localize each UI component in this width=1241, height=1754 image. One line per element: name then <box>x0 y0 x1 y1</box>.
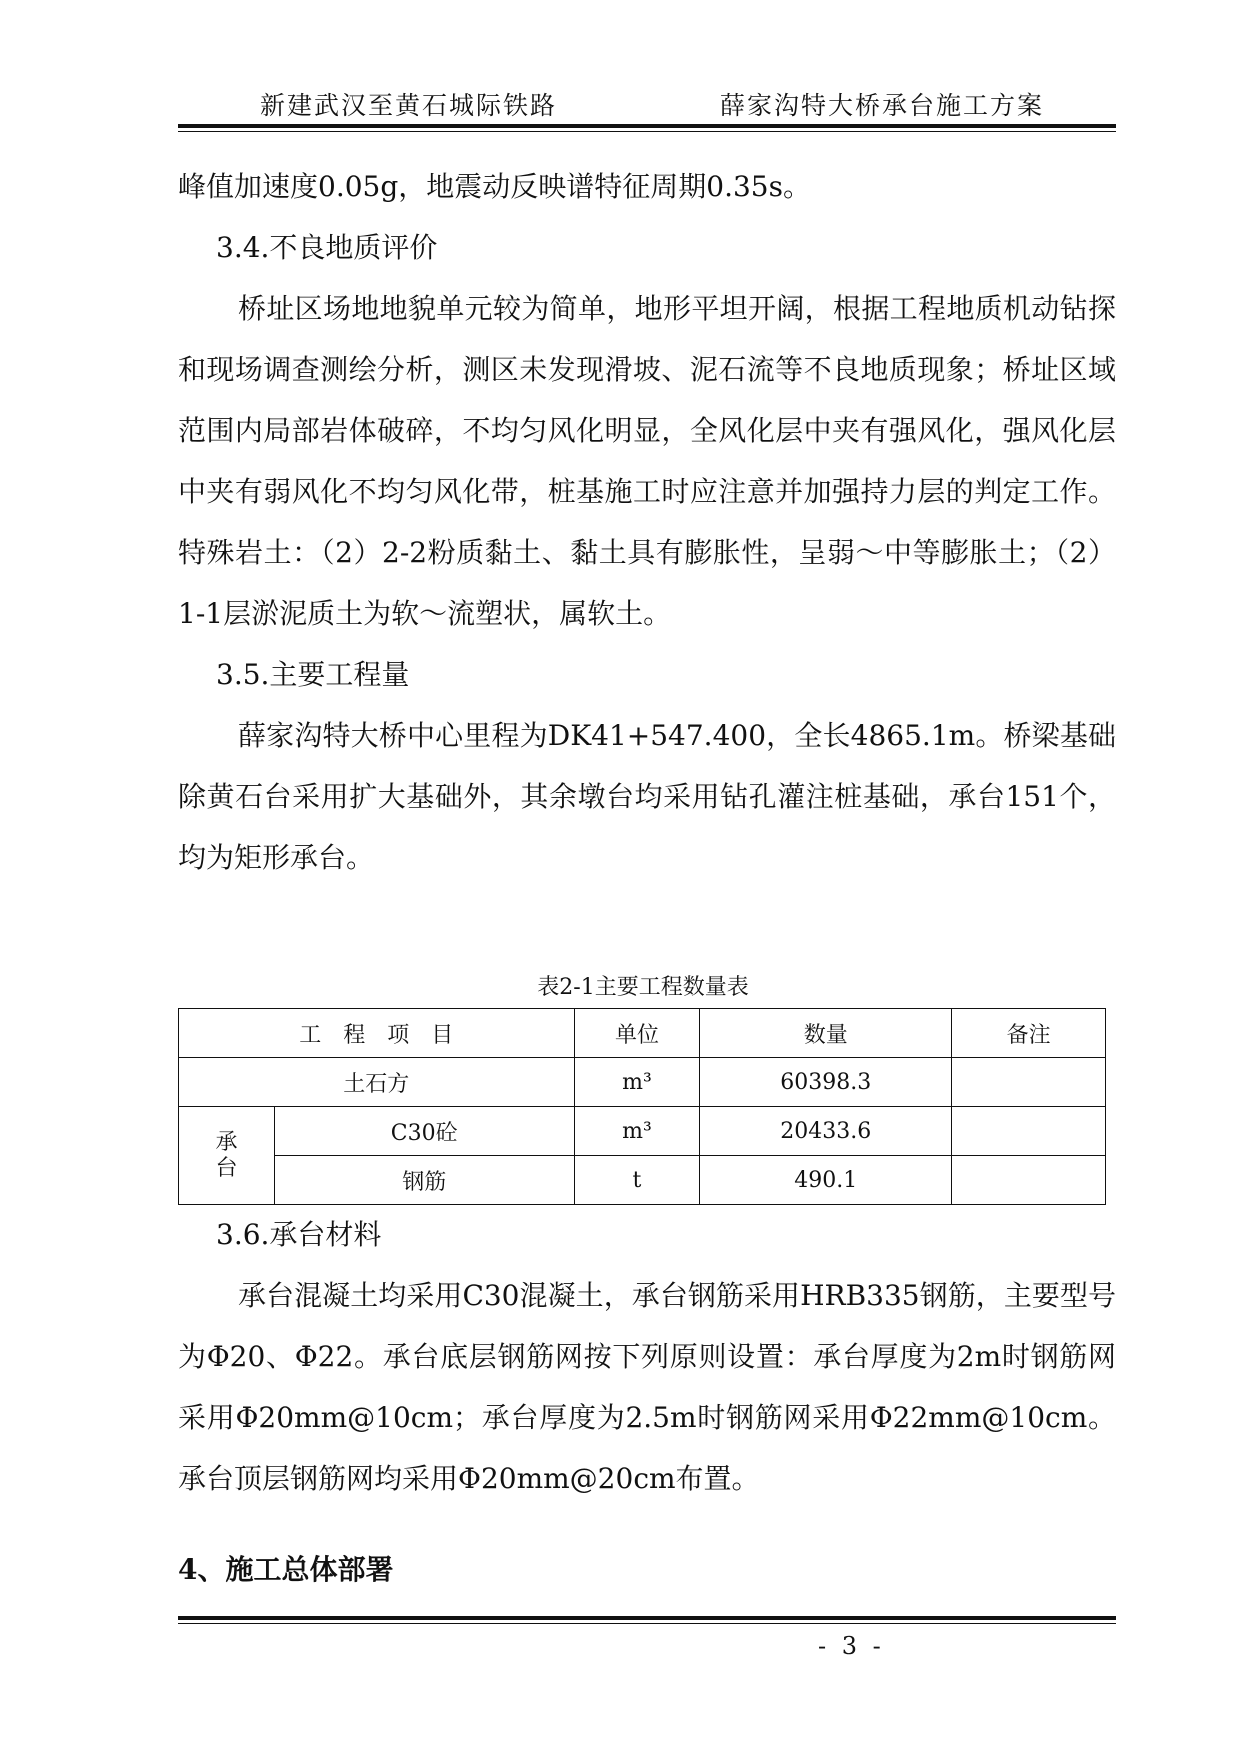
cell-item: C30砼 <box>274 1107 574 1156</box>
table-row <box>179 1058 1106 1107</box>
header-note: 备注 <box>952 1009 1106 1058</box>
header-document-title: 薛家沟特大桥承台施工方案 <box>719 91 1044 120</box>
table-row <box>179 1156 1106 1205</box>
page-header <box>178 86 1116 122</box>
cell-note <box>952 1156 1106 1205</box>
footer-rule <box>178 1616 1116 1620</box>
header-project-title: 新建武汉至黄石城际铁路 <box>260 91 558 120</box>
cell-quantity: 20433.6 <box>700 1107 952 1156</box>
heading-section-4: 4、施工总体部署 <box>178 1553 394 1586</box>
quantity-table <box>178 1008 1106 1205</box>
paragraph-quantities: 薛家沟特大桥中心里程为DK41+547.400，全长4865.1m。桥梁基础除黄石台采用扩大基础外，其余墩台均采用钻孔灌注桩基础，承台151个，均为矩形承台。 <box>178 719 1116 874</box>
cell-item: 钢筋 <box>274 1156 574 1205</box>
material-section <box>178 1204 1116 1509</box>
table-caption: 表2-1主要工程数量表 <box>537 975 749 1000</box>
group-label-text: 承台 <box>215 1129 238 1181</box>
cell-quantity: 490.1 <box>700 1156 952 1205</box>
table-row <box>179 1107 1106 1156</box>
header-quantity: 数量 <box>700 1009 952 1058</box>
cell-unit: m³ <box>574 1107 700 1156</box>
table-header-row <box>179 1009 1106 1058</box>
heading-3-6: 3.6.承台材料 <box>216 1218 382 1251</box>
cell-note <box>952 1058 1106 1107</box>
quantity-table-block <box>178 968 1108 1205</box>
cell-note <box>952 1107 1106 1156</box>
heading-3-4: 3.4.不良地质评价 <box>216 231 438 264</box>
main-text <box>178 156 1116 888</box>
cell-unit: t <box>574 1156 700 1205</box>
footer-rule-thin <box>178 1623 1116 1624</box>
cell-group-label <box>179 1107 275 1205</box>
page-number: - 3 - <box>818 1632 885 1660</box>
cell-quantity: 60398.3 <box>700 1058 952 1107</box>
header-rule <box>178 124 1116 128</box>
paragraph-seismic: 峰值加速度0.05g，地震动反映谱特征周期0.35s。 <box>178 170 811 203</box>
header-rule-thin <box>178 131 1116 132</box>
heading-3-5: 3.5.主要工程量 <box>216 658 410 691</box>
header-item: 工 程 项 目 <box>179 1009 575 1058</box>
header-unit: 单位 <box>574 1009 700 1058</box>
paragraph-materials: 承台混凝土均采用C30混凝土，承台钢筋采用HRB335钢筋，主要型号为Φ20、Φ22。承台底层钢筋网按下列原则设置：承台厚度为2m时钢筋网采用Φ20mm@10cm；承台厚度为2.5m时钢筋网采用Φ22mm@10cm。承台顶层钢筋网均采用Φ20mm@20cm布置。 <box>178 1279 1116 1495</box>
cell-unit: m³ <box>574 1058 700 1107</box>
cell-item: 土石方 <box>179 1058 575 1107</box>
paragraph-geology: 桥址区场地地貌单元较为简单，地形平坦开阔，根据工程地质机动钻探和现场调查测绘分析，测区未发现滑坡、泥石流等不良地质现象；桥址区域范围内局部岩体破碎，不均匀风化明显，全风化层中夹有强风化，强风化层中夹有弱风化不均匀风化带，桩基施工时应注意并加强持力层的判定工作。特殊岩土：（2）2-2粉质黏土、黏土具有膨胀性，呈弱～中等膨胀土；（2）1-1层淤泥质土为软～流塑状，属软土。 <box>178 292 1116 630</box>
